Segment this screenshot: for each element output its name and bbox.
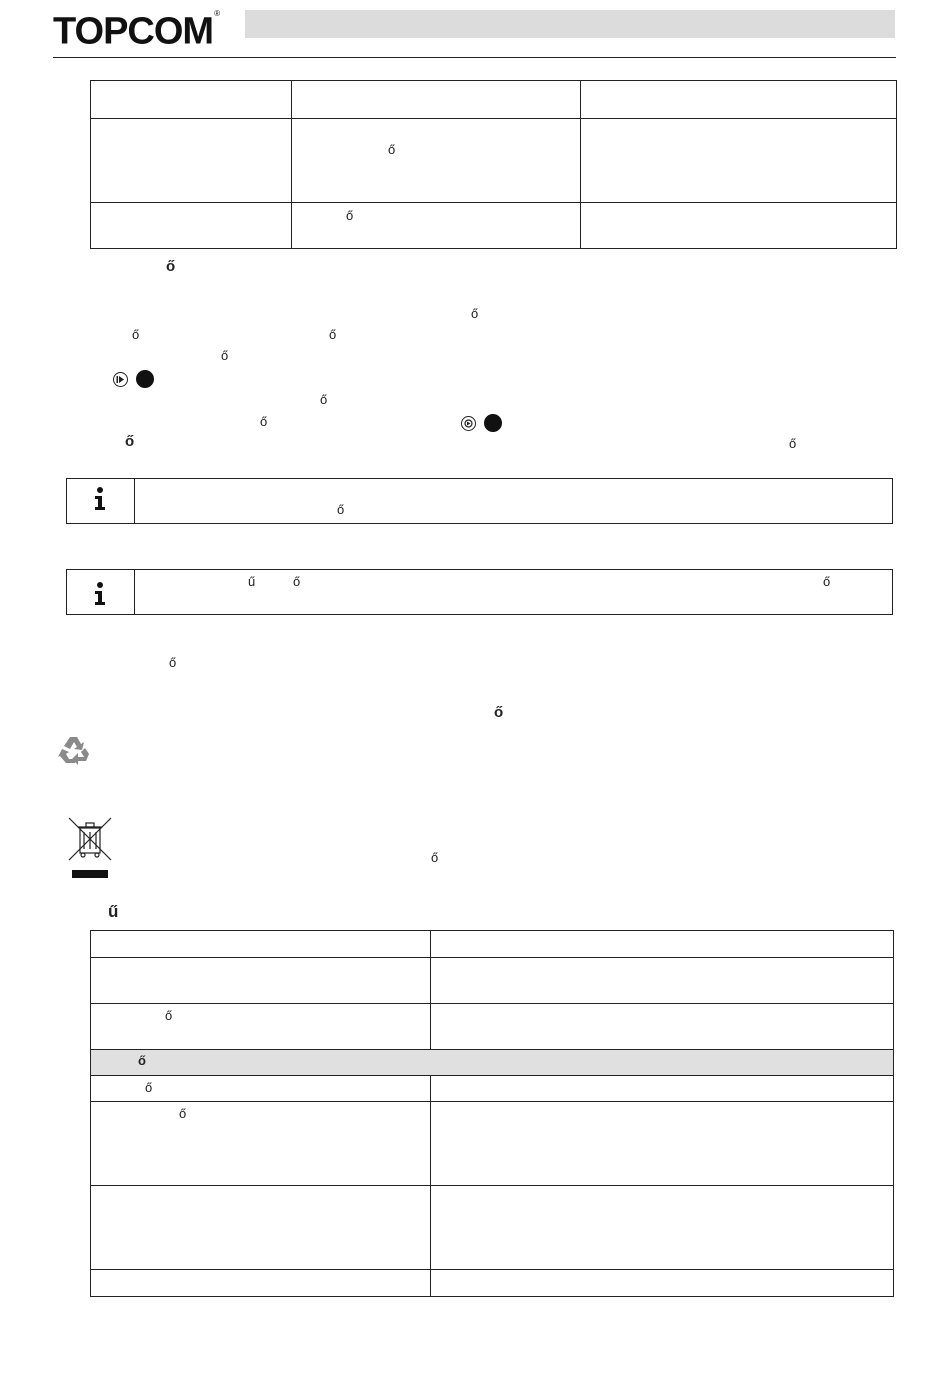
topcom-logo [53, 8, 219, 53]
table-cell [581, 203, 897, 249]
info-icon [93, 487, 107, 511]
glyph-o: ő [169, 655, 177, 670]
table-row [91, 119, 897, 203]
table-cell [581, 81, 897, 119]
glyph-o: ő [388, 142, 396, 157]
table-cell [581, 119, 897, 203]
table-row [91, 203, 897, 249]
glyph-o: ő [337, 502, 345, 517]
table-cell [91, 1004, 431, 1050]
glyph-o: ő [165, 1008, 173, 1023]
section-heading-glyph: ű [108, 902, 119, 921]
glyph-o: ő [260, 414, 268, 429]
glyph-u: ű [248, 574, 256, 589]
table-row [91, 1004, 894, 1050]
specifications-table [90, 930, 894, 1297]
section-heading-glyph: ő [166, 258, 176, 275]
glyph-o: ő [293, 574, 301, 589]
table-cell [431, 1102, 894, 1186]
table-cell [431, 1186, 894, 1270]
header-bar [245, 10, 895, 38]
table-cell [431, 1076, 894, 1102]
table-cell [91, 1186, 431, 1270]
glyph-o: ő [145, 1080, 153, 1095]
table-cell [292, 119, 581, 203]
record-button-icon [461, 416, 476, 431]
table-cell [431, 931, 894, 958]
table-cell [91, 1076, 431, 1102]
glyph-o-bold: ő [494, 704, 504, 721]
glyph-o-bold: ő [125, 433, 135, 450]
table-cell [91, 119, 292, 203]
table-section-header [91, 1050, 894, 1076]
number-dot-icon [484, 414, 502, 432]
glyph-o: ő [789, 436, 797, 451]
header-rule [53, 57, 896, 58]
info-icon [93, 582, 107, 606]
trademark: ® [214, 9, 219, 18]
table-cell [431, 1004, 894, 1050]
crossed-out-bin-icon [67, 815, 113, 879]
info-note-box [66, 569, 893, 615]
glyph-o: ő [471, 306, 479, 321]
glyph-o: ő [431, 850, 439, 865]
glyph-o: ő [132, 327, 140, 342]
table-cell [91, 81, 292, 119]
table-cell [91, 1270, 431, 1297]
table-cell [91, 931, 431, 958]
troubleshooting-table [90, 80, 897, 249]
table-row [91, 1270, 894, 1297]
table-cell [91, 958, 431, 1004]
table-row [91, 958, 894, 1004]
table-cell [292, 203, 581, 249]
glyph-o: ő [221, 348, 229, 363]
info-note-box [66, 478, 893, 524]
table-cell [292, 81, 581, 119]
table-cell [431, 1270, 894, 1297]
glyph-o: ő [320, 392, 328, 407]
recycle-icon [58, 734, 91, 766]
play-button-icon [113, 372, 128, 387]
table-cell [91, 1050, 894, 1076]
number-dot-icon [136, 370, 154, 388]
glyph-o: ő [329, 327, 337, 342]
glyph-o: ő [823, 574, 831, 589]
table-row [91, 931, 894, 958]
glyph-o: ő [179, 1106, 187, 1121]
brand-name: TOPCOM [53, 10, 214, 53]
table-cell [431, 958, 894, 1004]
table-cell [91, 203, 292, 249]
table-cell [91, 1102, 431, 1186]
glyph-o: ő [346, 208, 354, 223]
table-row [91, 81, 897, 119]
table-row [91, 1186, 894, 1270]
table-row [91, 1076, 894, 1102]
table-row [91, 1102, 894, 1186]
glyph-o-bold: ő [138, 1053, 146, 1068]
